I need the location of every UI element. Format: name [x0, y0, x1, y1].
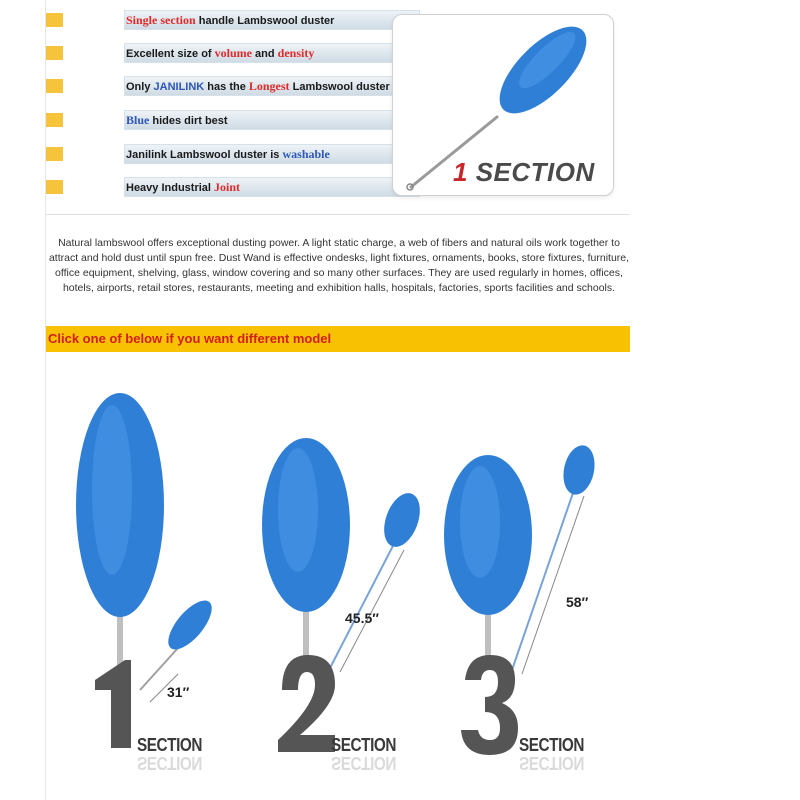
- model-1-section-reflection: SECTION: [137, 753, 203, 773]
- model-3-section-reflection: SECTION: [519, 753, 585, 773]
- model-1-section-label: SECTION: [137, 735, 203, 755]
- feature-text: Blue hides dirt best: [126, 113, 228, 127]
- model-2-section-reflection: SECTION: [331, 753, 397, 773]
- feature-text: Only JANILINK has the Longest Lambswool duster: [126, 79, 390, 93]
- model-1-duster[interactable]: [76, 393, 219, 748]
- product-description: Natural lambswool offers exceptional dusting power. A light static charge, a web of fibers and natural oils work together to attract and hold dust until spun free. Dust Wand is effective ondesks, light fixtures, ornaments, books, store fixtures, furniture, office equipment, shelving, glass, window covering and so many other surfaces. They are used regularly in homes, offices, hotels, airports, retail stores, restaurants, meeting and exhibition halls, hospitals, factories, sports facilities and schools.: [48, 237, 630, 294]
- banner-text: Click one of below if you want different model: [48, 331, 332, 346]
- model-2-length: 45.5″: [345, 610, 379, 626]
- model-2-section-label: SECTION: [331, 735, 397, 755]
- promo-section-label: 1 SECTION: [453, 157, 595, 187]
- model-3-section-label: SECTION: [519, 735, 585, 755]
- feature-text: Excellent size of volume and density: [126, 46, 315, 60]
- feature-text: Heavy Industrial Joint: [126, 180, 241, 194]
- feature-text: Janilink Lambswool duster is washable: [126, 147, 330, 161]
- feature-text: Single section handle Lambswool duster: [126, 13, 335, 27]
- model-3-length: 58″: [566, 594, 589, 610]
- model-1-length: 31″: [167, 684, 190, 700]
- model-2-duster[interactable]: [262, 438, 427, 752]
